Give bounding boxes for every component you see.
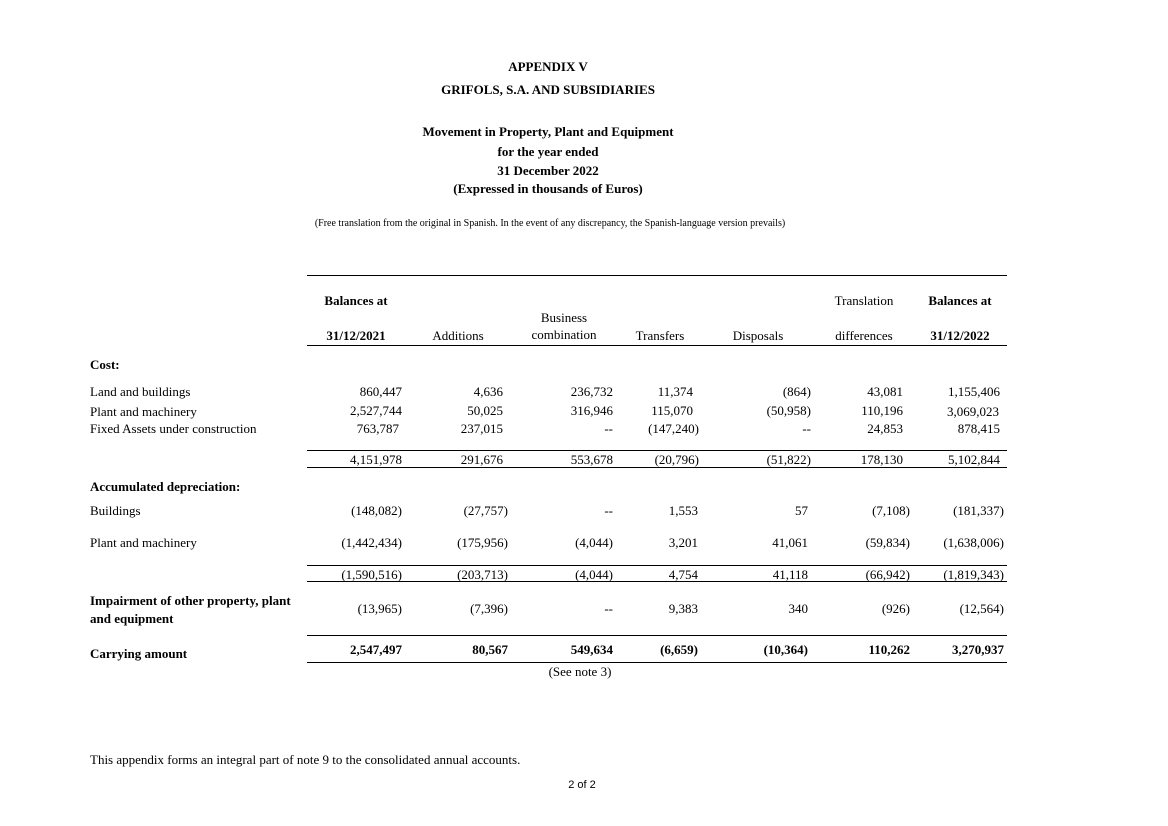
cell-value: (13,965) (357, 601, 402, 616)
cell-total: (10,364) (763, 642, 808, 657)
see-note-reference: (See note 3) (548, 664, 612, 679)
col-header-closing-date: 31/12/2022 (930, 328, 990, 343)
row-label-plant-depreciation: Plant and machinery (90, 535, 197, 550)
cell-value: 236,732 (570, 384, 613, 399)
cell-value: 878,415 (957, 421, 1000, 436)
cell-value: 2,527,744 (350, 403, 402, 418)
cell-subtotal: 4,754 (668, 567, 698, 582)
cell-value: 110,196 (861, 403, 903, 418)
cell-value: 57 (795, 503, 808, 518)
statement-units: (Expressed in thousands of Euros) (453, 181, 643, 196)
section-accumulated-depreciation: Accumulated depreciation: (90, 479, 241, 494)
col-header-business-top: Business (540, 310, 588, 325)
col-header-opening-top: Balances at (324, 293, 388, 308)
cost-subtotal-top-rule (307, 450, 1007, 451)
cell-subtotal: 4,151,978 (350, 452, 402, 467)
cell-subtotal: 291,676 (460, 452, 503, 467)
row-label-plant: Plant and machinery (90, 404, 197, 419)
cell-value: 3,201 (668, 535, 698, 550)
cell-value: 4,636 (473, 384, 503, 399)
cell-value: (147,240) (648, 421, 699, 436)
row-label-impairment-line2: and equipment (90, 611, 174, 626)
cell-value: -- (604, 601, 613, 616)
statement-period: for the year ended (497, 144, 599, 159)
cell-value: 340 (788, 601, 808, 616)
cell-value: 316,946 (570, 403, 613, 418)
cell-subtotal: (203,713) (457, 567, 508, 582)
cell-value: (175,956) (457, 535, 508, 550)
cell-value: (27,757) (463, 503, 508, 518)
company-name: GRIFOLS, S.A. AND SUBSIDIARIES (441, 82, 655, 97)
col-header-translation-bot: differences (835, 328, 893, 343)
cell-value: -- (802, 421, 811, 436)
col-header-transfers: Transfers (635, 328, 685, 343)
cell-value: (148,082) (351, 503, 402, 518)
cell-value: 11,374 (657, 384, 693, 399)
row-label-buildings: Buildings (90, 503, 141, 518)
cell-value: -- (604, 421, 613, 436)
cell-value: (1,638,006) (943, 535, 1004, 550)
cell-subtotal: 5,102,844 (948, 452, 1000, 467)
col-header-closing-top: Balances at (928, 293, 992, 308)
cell-value: 763,787 (356, 421, 399, 436)
cell-value: 9,383 (668, 601, 698, 616)
col-header-translation-top: Translation (834, 293, 894, 308)
cell-subtotal: (4,044) (575, 567, 613, 582)
statement-title: Movement in Property, Plant and Equipment (422, 124, 674, 139)
cell-value: 860,447 (359, 384, 402, 399)
col-header-additions: Additions (432, 328, 484, 343)
cell-value: 1,155,406 (948, 384, 1000, 399)
carrying-top-rule (307, 635, 1007, 636)
row-label-impairment-line1: Impairment of other property, plant (90, 593, 291, 608)
row-label-carrying-amount: Carrying amount (90, 646, 188, 661)
translation-note: (Free translation from the original in Spanish. In the event of any discrepancy, the Spanish-language version prevails) (314, 218, 786, 229)
col-header-disposals: Disposals (732, 328, 784, 343)
cell-subtotal: (1,819,343) (943, 567, 1004, 582)
cell-total: 3,270,937 (952, 642, 1004, 657)
cell-value: (181,337) (953, 503, 1004, 518)
col-header-business-bot: combination (531, 327, 597, 342)
cell-value: (12,564) (959, 601, 1004, 616)
cell-subtotal: 41,118 (772, 567, 808, 582)
cell-subtotal: 178,130 (860, 452, 903, 467)
depreciation-subtotal-top-rule (307, 565, 1007, 566)
cell-total: 110,262 (868, 642, 910, 657)
cell-value: (1,442,434) (341, 535, 402, 550)
cell-total: (6,659) (660, 642, 698, 657)
statement-date: 31 December 2022 (497, 163, 599, 178)
cell-value: 50,025 (467, 403, 503, 418)
cell-subtotal: (1,590,516) (341, 567, 402, 582)
cell-value: (50,958) (766, 403, 811, 418)
cell-value: (4,044) (575, 535, 613, 550)
appendix-title: APPENDIX V (508, 59, 588, 74)
section-cost: Cost: (90, 357, 120, 372)
cell-value: (7,396) (470, 601, 508, 616)
cell-value: 115,070 (651, 403, 693, 418)
col-header-opening-date: 31/12/2021 (326, 328, 386, 343)
cell-value: (7,108) (872, 503, 910, 518)
cell-subtotal: (20,796) (654, 452, 699, 467)
cell-value: 1,553 (668, 503, 698, 518)
cell-total: 2,547,497 (350, 642, 402, 657)
cell-value: (926) (881, 601, 910, 616)
cell-value: 41,061 (772, 535, 808, 550)
page-number: 2 of 2 (568, 779, 596, 791)
cell-subtotal: (51,822) (766, 452, 811, 467)
header-bottom-rule (307, 345, 1007, 346)
cell-value: (59,834) (865, 535, 910, 550)
cell-total: 549,634 (570, 642, 613, 657)
table-top-rule (307, 275, 1007, 276)
cell-value: -- (604, 503, 613, 518)
row-label-fixed-assets: Fixed Assets under construction (90, 421, 257, 436)
cell-value: 43,081 (867, 384, 903, 399)
cell-subtotal: 553,678 (570, 452, 613, 467)
row-label-land: Land and buildings (90, 384, 191, 399)
depreciation-subtotal-bottom-rule (307, 581, 1007, 582)
carrying-bottom-rule (307, 662, 1007, 663)
cost-subtotal-bottom-rule (307, 467, 1007, 468)
cell-value: (864) (782, 384, 811, 399)
footer-note: This appendix forms an integral part of note 9 to the consolidated annual accounts. (90, 752, 521, 767)
cell-value: 3,069,023 (947, 404, 999, 419)
cell-value: 24,853 (867, 421, 903, 436)
cell-total: 80,567 (472, 642, 508, 657)
cell-value: 237,015 (460, 421, 503, 436)
cell-subtotal: (66,942) (865, 567, 910, 582)
